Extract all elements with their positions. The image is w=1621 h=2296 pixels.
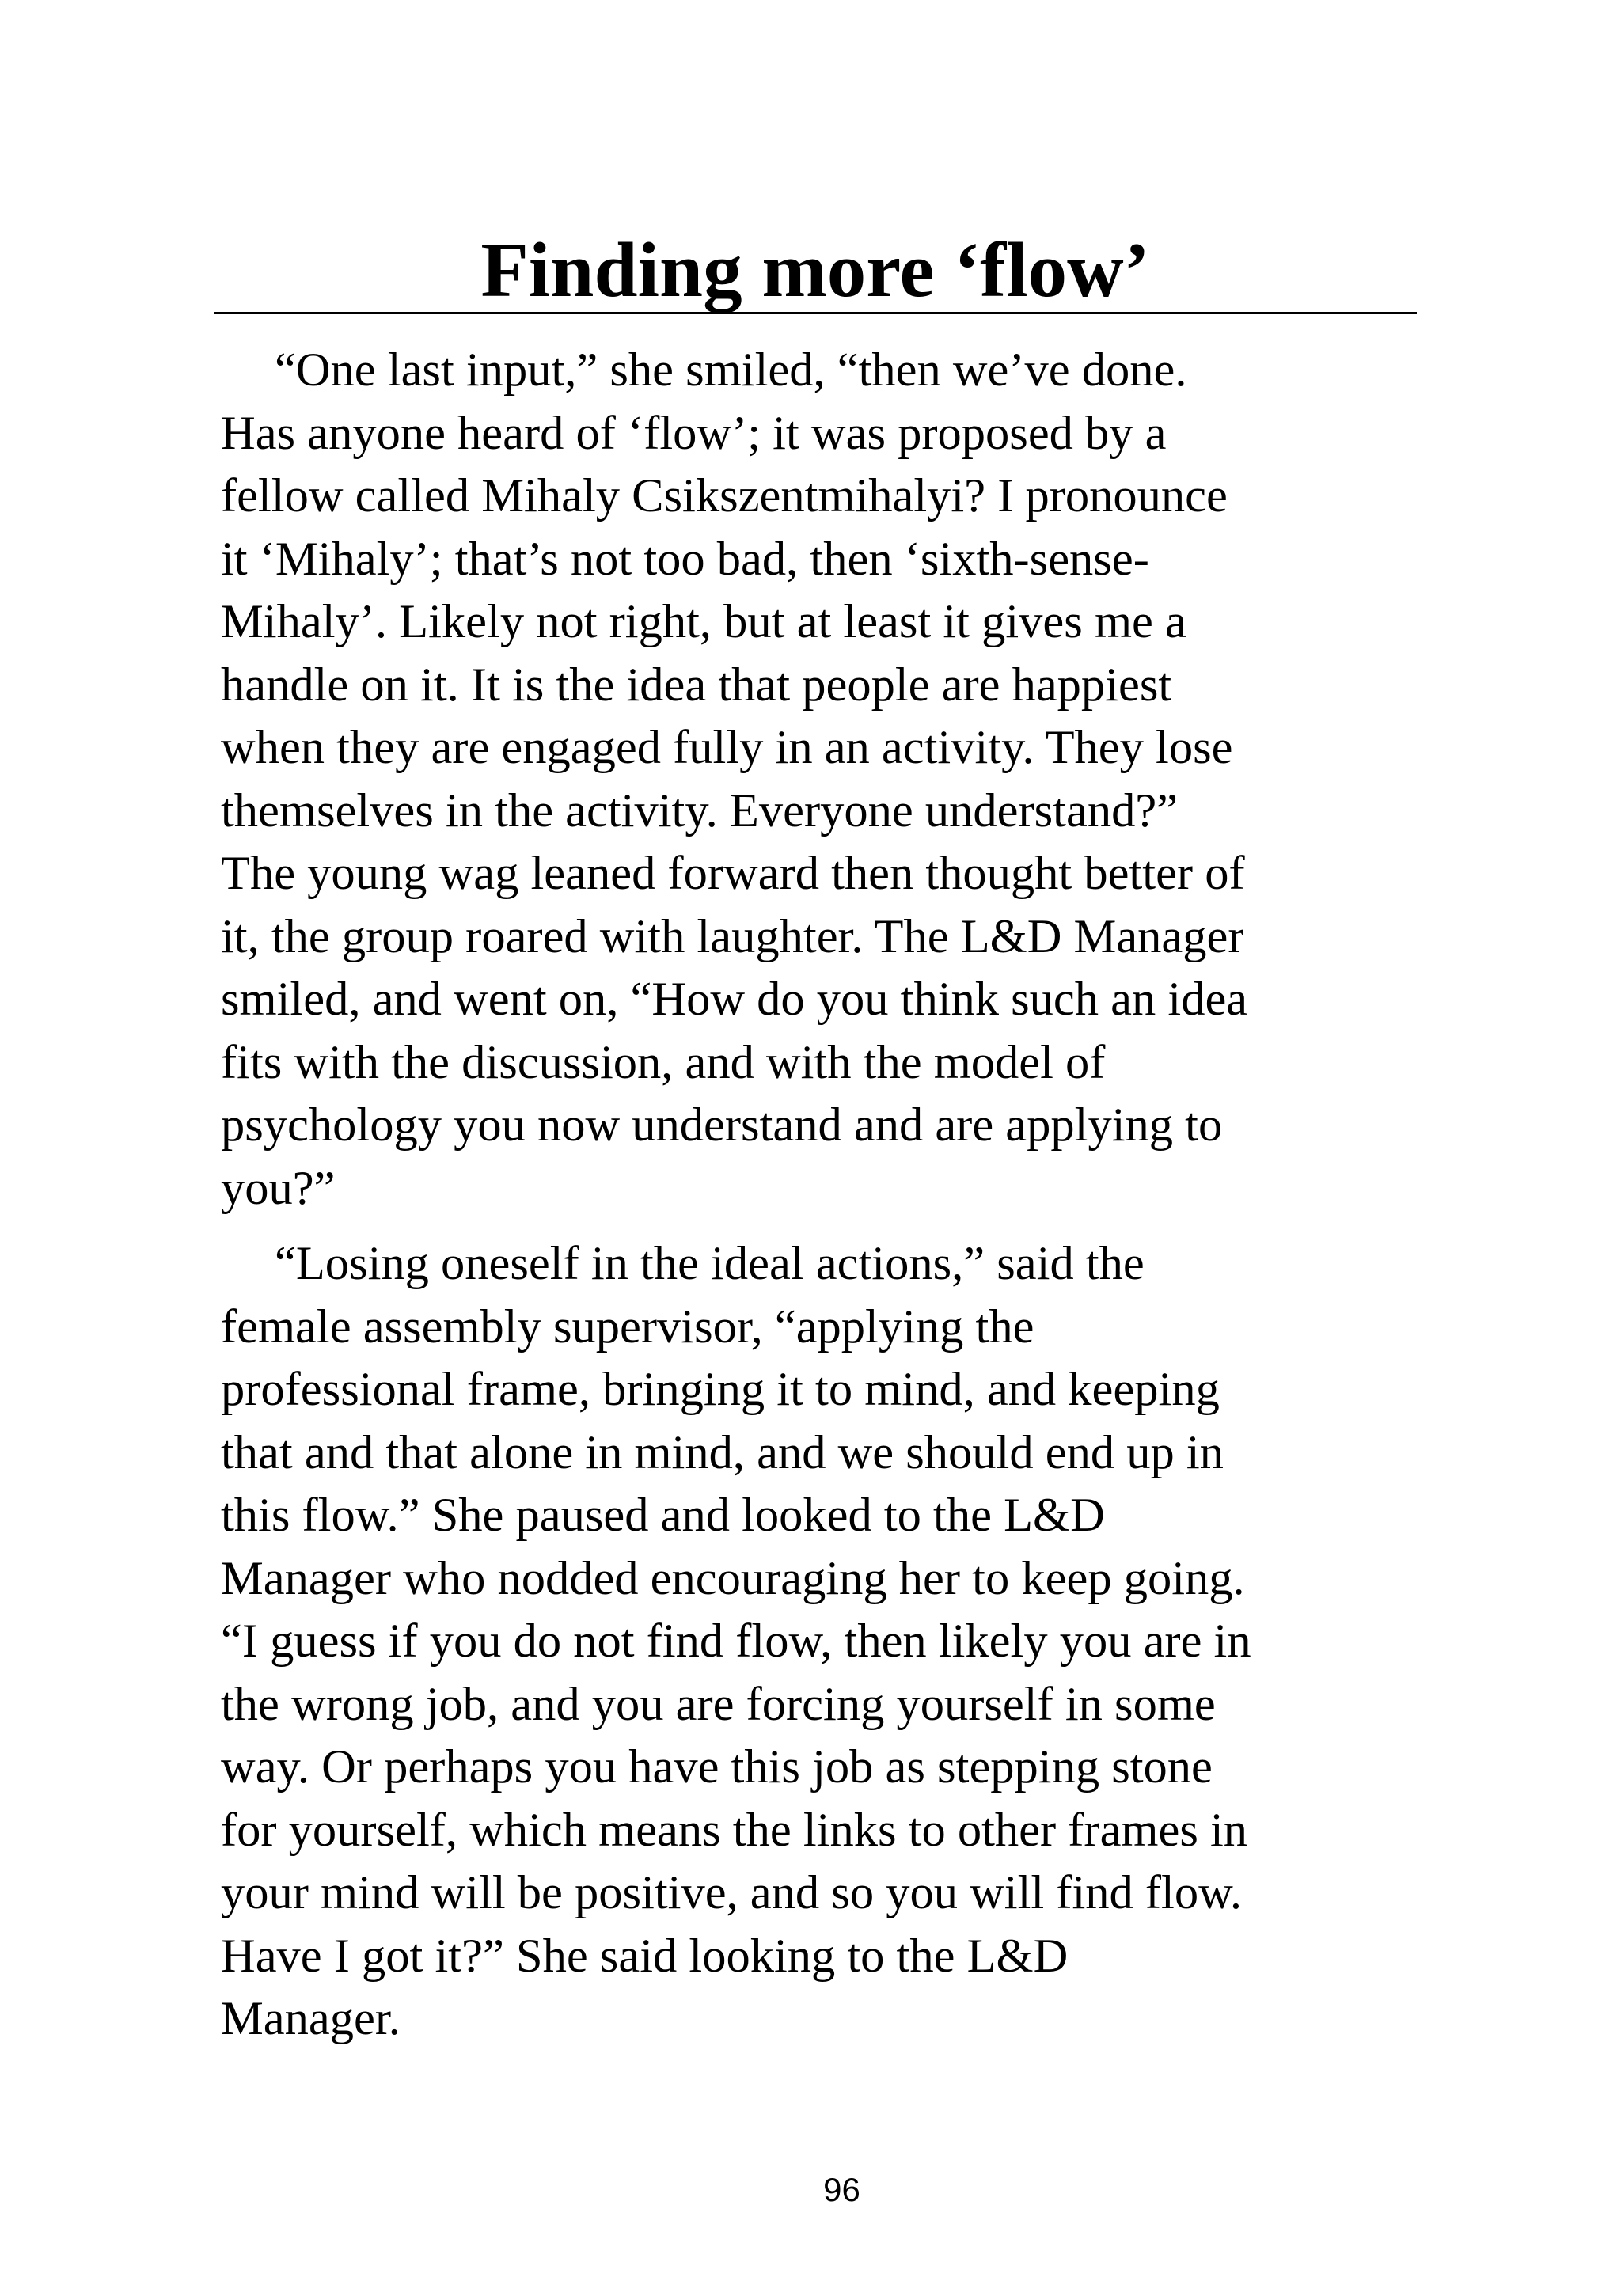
text-line: it ‘Mihaly’; that’s not too bad, then ‘sixth-sense- [221, 532, 1149, 586]
text-line: for yourself, which means the links to other frames in [221, 1803, 1248, 1857]
page-number: 96 [823, 2171, 860, 2208]
text-line: fellow called Mihaly Csikszentmihalyi? I pronounce [221, 469, 1228, 522]
text-line: smiled, and went on, “How do you think such an idea [221, 973, 1248, 1026]
text-line: you?” [221, 1161, 336, 1215]
text-line: “I guess if you do not find flow, then likely you are in [221, 1615, 1251, 1668]
text-line: female assembly supervisor, “applying the [221, 1300, 1034, 1353]
paragraph [221, 1232, 1424, 2051]
title-underline [214, 312, 1417, 314]
text-line: when they are engaged fully in an activity. They lose [221, 721, 1233, 774]
paragraph [221, 339, 1424, 1220]
text-line: “Losing oneself in the ideal actions,” said the [275, 1237, 1145, 1290]
page-title: Finding more ‘flow’ [480, 227, 1150, 313]
text-line: Mihaly’. Likely not right, but at least it gives me a [221, 595, 1186, 648]
text-line: fits with the discussion, and with the model of [221, 1035, 1106, 1089]
text-line: your mind will be positive, and so you will find flow. [221, 1866, 1242, 1919]
text-line: it, the group roared with laughter. The L&D Manager [221, 909, 1244, 963]
text-line: the wrong job, and you are forcing yourself in some [221, 1677, 1216, 1731]
text-line: that and that alone in mind, and we should end up in [221, 1425, 1224, 1479]
text-line: professional frame, bringing it to mind, and keeping [221, 1363, 1220, 1416]
body-text [221, 339, 1424, 2051]
text-line: themselves in the activity. Everyone understand?” [221, 784, 1179, 837]
text-line: this flow.” She paused and looked to the L&D [221, 1489, 1105, 1542]
text-line: handle on it. It is the idea that people are happiest [221, 658, 1172, 712]
text-line: psychology you now understand and are applying to [221, 1099, 1223, 1152]
text-line: way. Or perhaps you have this job as stepping stone [221, 1740, 1213, 1793]
text-line: Manager who nodded encouraging her to keep going. [221, 1551, 1245, 1605]
text-line: The young wag leaned forward then thought better of [221, 847, 1245, 900]
text-line: Has anyone heard of ‘flow’; it was proposed by a [221, 406, 1167, 460]
text-line: Have I got it?” She said looking to the L&D [221, 1929, 1069, 1983]
text-line: Manager. [221, 1992, 401, 2045]
text-line: “One last input,” she smiled, “then we’ve done. [275, 343, 1187, 397]
